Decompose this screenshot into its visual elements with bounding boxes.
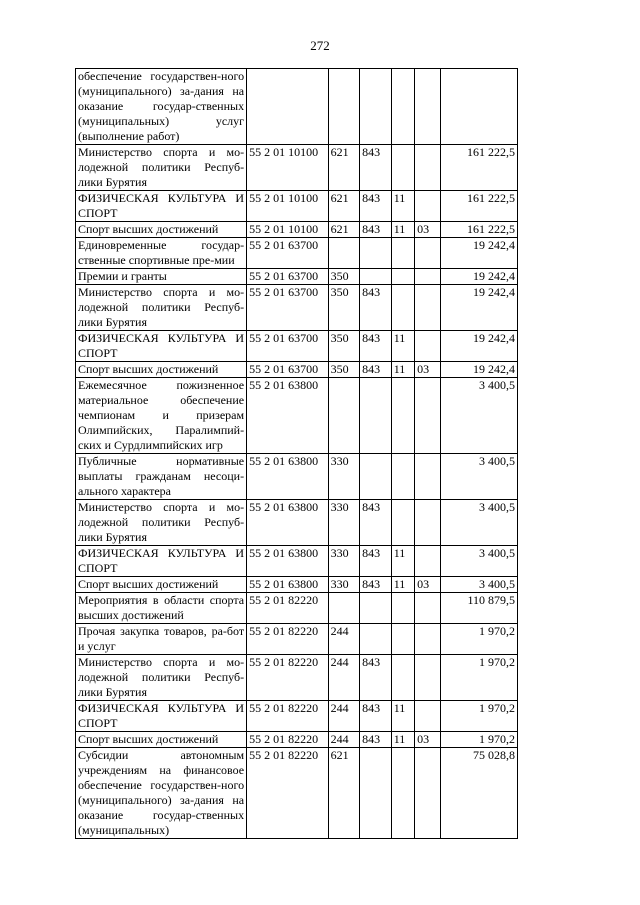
row-subsection-cell: [415, 145, 440, 191]
row-section-cell: 11: [391, 222, 414, 238]
row-section-cell: [391, 285, 414, 331]
table-row: [76, 238, 518, 269]
row-section-cell: [391, 145, 414, 191]
row-name-cell: Спорт высших достижений: [76, 732, 247, 748]
row-section-cell: [391, 69, 414, 145]
row-section-cell: [391, 624, 414, 655]
row-expense-type-cell: 244: [328, 732, 360, 748]
row-ministry-code-cell: 843: [360, 331, 392, 362]
row-ministry-code-cell: [360, 69, 392, 145]
row-code-cell: 55 2 01 63800: [247, 546, 328, 577]
row-ministry-code-cell: 843: [360, 362, 392, 378]
table-row: [76, 546, 518, 577]
row-name-cell: Прочая закупка товаров, ра-бот и услуг: [76, 624, 247, 655]
table-row: [76, 624, 518, 655]
row-section-cell: 11: [391, 191, 414, 222]
row-section-cell: 11: [391, 331, 414, 362]
row-ministry-code-cell: 843: [360, 500, 392, 546]
row-code-cell: 55 2 01 63700: [247, 331, 328, 362]
row-expense-type-cell: 350: [328, 269, 360, 285]
row-name-cell: ФИЗИЧЕСКАЯ КУЛЬТУРА И СПОРТ: [76, 546, 247, 577]
row-expense-type-cell: 244: [328, 624, 360, 655]
row-ministry-code-cell: [360, 269, 392, 285]
row-name-cell: Субсидии автономным учреждениям на финансовое обеспечение государствен-ного (муниципального) за-дания на оказание государ-ственных (муниципальных): [76, 748, 247, 839]
row-code-cell: 55 2 01 82220: [247, 732, 328, 748]
row-code-cell: 55 2 01 63800: [247, 454, 328, 500]
row-subsection-cell: [415, 701, 440, 732]
row-subsection-cell: [415, 238, 440, 269]
budget-table: [75, 68, 518, 839]
row-name-cell: Министерство спорта и мо-лодежной политики Респуб-лики Бурятия: [76, 655, 247, 701]
row-amount-cell: 1 970,2: [440, 701, 517, 732]
row-amount-cell: 19 242,4: [440, 269, 517, 285]
row-name-cell: Спорт высших достижений: [76, 362, 247, 378]
table-row: [76, 222, 518, 238]
row-ministry-code-cell: 843: [360, 655, 392, 701]
table-row: [76, 454, 518, 500]
row-subsection-cell: [415, 378, 440, 454]
row-subsection-cell: 03: [415, 362, 440, 378]
row-code-cell: 55 2 01 63800: [247, 500, 328, 546]
row-section-cell: [391, 500, 414, 546]
row-amount-cell: 161 222,5: [440, 222, 517, 238]
row-code-cell: 55 2 01 10100: [247, 191, 328, 222]
row-expense-type-cell: 244: [328, 655, 360, 701]
row-amount-cell: 3 400,5: [440, 577, 517, 593]
row-subsection-cell: 03: [415, 222, 440, 238]
row-amount-cell: 19 242,4: [440, 238, 517, 269]
row-code-cell: 55 2 01 82220: [247, 624, 328, 655]
row-subsection-cell: [415, 748, 440, 839]
row-ministry-code-cell: 843: [360, 546, 392, 577]
row-name-cell: Министерство спорта и мо-лодежной политики Респуб-лики Бурятия: [76, 145, 247, 191]
row-code-cell: 55 2 01 10100: [247, 145, 328, 191]
row-ministry-code-cell: [360, 238, 392, 269]
row-amount-cell: [440, 69, 517, 145]
row-section-cell: [391, 454, 414, 500]
row-subsection-cell: [415, 454, 440, 500]
table-row: [76, 69, 518, 145]
row-ministry-code-cell: 843: [360, 701, 392, 732]
row-amount-cell: 1 970,2: [440, 624, 517, 655]
row-section-cell: [391, 748, 414, 839]
row-ministry-code-cell: 843: [360, 285, 392, 331]
row-section-cell: [391, 378, 414, 454]
row-expense-type-cell: 621: [328, 748, 360, 839]
row-name-cell: Министерство спорта и мо-лодежной политики Респуб-лики Бурятия: [76, 500, 247, 546]
table-row: [76, 500, 518, 546]
row-section-cell: [391, 238, 414, 269]
row-ministry-code-cell: 843: [360, 191, 392, 222]
table-row: [76, 378, 518, 454]
row-amount-cell: 3 400,5: [440, 454, 517, 500]
row-name-cell: Спорт высших достижений: [76, 577, 247, 593]
row-amount-cell: 161 222,5: [440, 191, 517, 222]
row-amount-cell: 161 222,5: [440, 145, 517, 191]
row-subsection-cell: [415, 500, 440, 546]
row-name-cell: ФИЗИЧЕСКАЯ КУЛЬТУРА И СПОРТ: [76, 191, 247, 222]
table-row: [76, 191, 518, 222]
row-name-cell: Ежемесячное пожизненное материальное обеспечение чемпионам и призерам Олимпийских, Паралимпий-ских и Сурдлимпийских игр: [76, 378, 247, 454]
row-code-cell: 55 2 01 82220: [247, 593, 328, 624]
row-code-cell: 55 2 01 10100: [247, 222, 328, 238]
row-ministry-code-cell: 843: [360, 222, 392, 238]
row-code-cell: 55 2 01 82220: [247, 655, 328, 701]
row-ministry-code-cell: [360, 624, 392, 655]
row-code-cell: 55 2 01 82220: [247, 748, 328, 839]
table-row: [76, 577, 518, 593]
row-expense-type-cell: 330: [328, 546, 360, 577]
table-row: [76, 701, 518, 732]
row-subsection-cell: [415, 285, 440, 331]
table-body: [76, 69, 518, 839]
row-section-cell: 11: [391, 701, 414, 732]
row-name-cell: Министерство спорта и мо-лодежной политики Респуб-лики Бурятия: [76, 285, 247, 331]
row-subsection-cell: [415, 655, 440, 701]
row-subsection-cell: [415, 331, 440, 362]
row-subsection-cell: 03: [415, 732, 440, 748]
row-subsection-cell: [415, 69, 440, 145]
row-expense-type-cell: [328, 593, 360, 624]
row-subsection-cell: 03: [415, 577, 440, 593]
row-expense-type-cell: [328, 69, 360, 145]
row-code-cell: 55 2 01 63700: [247, 285, 328, 331]
row-name-cell: ФИЗИЧЕСКАЯ КУЛЬТУРА И СПОРТ: [76, 331, 247, 362]
row-expense-type-cell: 350: [328, 362, 360, 378]
row-amount-cell: 1 970,2: [440, 732, 517, 748]
table-row: [76, 732, 518, 748]
row-code-cell: 55 2 01 63700: [247, 362, 328, 378]
row-code-cell: 55 2 01 63800: [247, 378, 328, 454]
row-expense-type-cell: 244: [328, 701, 360, 732]
table-row: [76, 748, 518, 839]
row-name-cell: Спорт высших достижений: [76, 222, 247, 238]
row-amount-cell: 3 400,5: [440, 500, 517, 546]
table-row: [76, 655, 518, 701]
row-amount-cell: 110 879,5: [440, 593, 517, 624]
table-row: [76, 331, 518, 362]
row-name-cell: Мероприятия в области спорта высших достижений: [76, 593, 247, 624]
row-ministry-code-cell: [360, 748, 392, 839]
row-ministry-code-cell: [360, 378, 392, 454]
row-name-cell: Публичные нормативные выплаты гражданам несоци-ального характера: [76, 454, 247, 500]
row-expense-type-cell: 350: [328, 331, 360, 362]
row-expense-type-cell: 621: [328, 222, 360, 238]
table-row: [76, 145, 518, 191]
row-section-cell: 11: [391, 546, 414, 577]
row-expense-type-cell: [328, 378, 360, 454]
row-section-cell: [391, 593, 414, 624]
table-row: [76, 362, 518, 378]
row-code-cell: 55 2 01 63700: [247, 269, 328, 285]
row-ministry-code-cell: 843: [360, 732, 392, 748]
row-code-cell: 55 2 01 63800: [247, 577, 328, 593]
row-section-cell: 11: [391, 732, 414, 748]
row-ministry-code-cell: [360, 593, 392, 624]
row-expense-type-cell: 330: [328, 500, 360, 546]
row-expense-type-cell: 330: [328, 577, 360, 593]
row-expense-type-cell: 350: [328, 285, 360, 331]
row-expense-type-cell: [328, 238, 360, 269]
row-amount-cell: 3 400,5: [440, 546, 517, 577]
row-section-cell: 11: [391, 577, 414, 593]
row-section-cell: [391, 269, 414, 285]
row-amount-cell: 19 242,4: [440, 362, 517, 378]
row-name-cell: Единовременные государ-ственные спортивные пре-мии: [76, 238, 247, 269]
row-amount-cell: 1 970,2: [440, 655, 517, 701]
row-ministry-code-cell: [360, 454, 392, 500]
row-ministry-code-cell: 843: [360, 577, 392, 593]
row-subsection-cell: [415, 624, 440, 655]
row-subsection-cell: [415, 269, 440, 285]
row-code-cell: 55 2 01 82220: [247, 701, 328, 732]
row-section-cell: [391, 655, 414, 701]
row-code-cell: [247, 69, 328, 145]
row-subsection-cell: [415, 593, 440, 624]
row-amount-cell: 19 242,4: [440, 331, 517, 362]
row-expense-type-cell: 621: [328, 191, 360, 222]
row-name-cell: ФИЗИЧЕСКАЯ КУЛЬТУРА И СПОРТ: [76, 701, 247, 732]
row-amount-cell: 19 242,4: [440, 285, 517, 331]
row-amount-cell: 75 028,8: [440, 748, 517, 839]
row-subsection-cell: [415, 191, 440, 222]
table-row: [76, 285, 518, 331]
row-name-cell: Премии и гранты: [76, 269, 247, 285]
table-row: [76, 269, 518, 285]
row-code-cell: 55 2 01 63700: [247, 238, 328, 269]
row-section-cell: 11: [391, 362, 414, 378]
row-expense-type-cell: 330: [328, 454, 360, 500]
row-amount-cell: 3 400,5: [440, 378, 517, 454]
table-row: [76, 593, 518, 624]
page-number: 272: [310, 38, 330, 53]
row-name-cell: обеспечение государствен-ного (муниципального) за-дания на оказание государ-ственных (муниципальных) услуг (выполнение работ): [76, 69, 247, 145]
row-ministry-code-cell: 843: [360, 145, 392, 191]
row-subsection-cell: [415, 546, 440, 577]
row-expense-type-cell: 621: [328, 145, 360, 191]
